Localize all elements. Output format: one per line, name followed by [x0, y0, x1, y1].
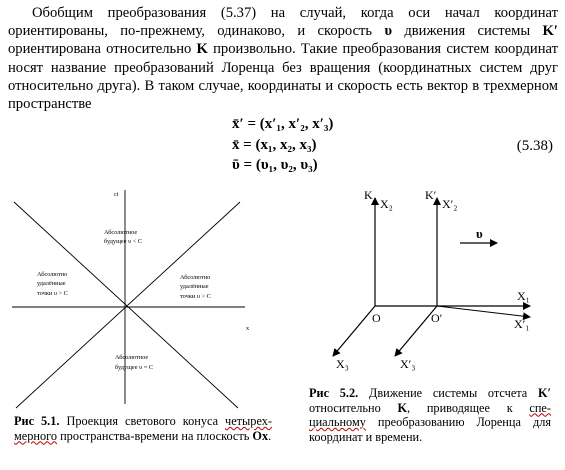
figure2-caption — [309, 386, 551, 444]
system-k-prime: K′ — [542, 23, 558, 40]
right-region-label-2: удалённые — [180, 283, 209, 290]
paragraph-text-4: произвольно. Такие преобразования систем координат носят название преобразований Лоренца без вращения (координатных систем друг относительно друга). В таком случае, координаты и скорость есть вектор в трехмерном пространстве — [8, 41, 558, 113]
figure2-caption-text-1: Движение системы отсчета — [358, 386, 538, 400]
left-region-label-3: точки υ > C — [37, 290, 68, 297]
origin-op-label: O′ — [431, 311, 443, 325]
x1-label: X₁ — [517, 289, 530, 303]
x2-label: X₂ — [380, 197, 393, 211]
ct-axis-label: ct — [114, 191, 119, 198]
x3p-label: X′₃ — [400, 357, 416, 371]
velocity-symbol: υ — [384, 23, 393, 40]
figure2-caption-text-3: , приводящее к — [407, 400, 530, 415]
light-cone-figure — [0, 182, 285, 410]
figure1-caption-text-2: четырех-мерного — [14, 414, 272, 443]
figure2-caption-text-4: спе-циальному — [309, 400, 551, 429]
x1p-label: X′₁ — [514, 317, 530, 331]
past-region-label-2: будущее υ = C — [115, 364, 154, 371]
figure2-caption-text-2: относительно — [309, 400, 398, 415]
x-axis-label: x — [246, 325, 250, 332]
equation-number: (5.38) — [516, 138, 553, 154]
x3-axis — [333, 306, 375, 356]
k-label: K — [364, 188, 373, 202]
right-region-label-1: Абсолютно — [180, 274, 211, 281]
figure2-caption-kp: K′ — [537, 386, 552, 400]
paragraph-text-2: движения системы — [392, 23, 543, 40]
past-region-label-1: Абсолютное — [115, 354, 149, 361]
figure1-caption-text-3: пространства-времени на плоскость — [57, 428, 253, 443]
right-region-label-3: точки υ > C — [180, 293, 211, 300]
figure2-caption-label: Рис 5.2. — [309, 386, 359, 400]
future-region-label-1: Абсолютное — [104, 229, 138, 236]
figure1-caption — [14, 414, 272, 443]
figure1-caption-text-1: Проекция светового конуса — [59, 414, 226, 428]
figure1-caption-end: . — [268, 428, 272, 443]
x2p-label: X′₂ — [442, 197, 458, 211]
figure1-caption-label: Рис 5.1. — [14, 414, 60, 428]
moving-frames-figure — [300, 182, 565, 377]
figure2-caption-k: K — [397, 400, 408, 415]
paragraph-text-1: Обобщим преобразования (5.37) на случай, когда оси начал координат ориентированы, по-прежнему, одинаково, и скорость — [8, 5, 558, 40]
velocity-label: υ — [476, 226, 483, 241]
equation-x: x̄ = (x₁, x₂, x₃) — [232, 137, 317, 153]
main-paragraph — [8, 4, 558, 113]
left-region-label-2: удалённые — [37, 280, 66, 287]
x1p-extension — [437, 306, 530, 317]
equation-x-prime: x̄′ = (x′₁, x′₂, x′₃) — [232, 116, 334, 132]
paragraph-text-3: ориентирована относительно — [8, 41, 197, 58]
figure2-caption-text-5: преобразованию Лоренца для координат и времени. — [309, 415, 551, 444]
origin-o-label: O — [372, 311, 381, 325]
equation-velocity: ῡ = (υ₁, υ₂, υ₃) — [232, 157, 318, 173]
future-region-label-2: будущее υ < C — [104, 238, 143, 245]
kp-label: K′ — [425, 188, 437, 202]
left-region-label-1: Абсолютно — [37, 271, 68, 278]
system-k: K — [196, 41, 208, 58]
figure1-caption-ox: Ox — [252, 428, 269, 443]
x3-label: X₃ — [336, 357, 349, 371]
